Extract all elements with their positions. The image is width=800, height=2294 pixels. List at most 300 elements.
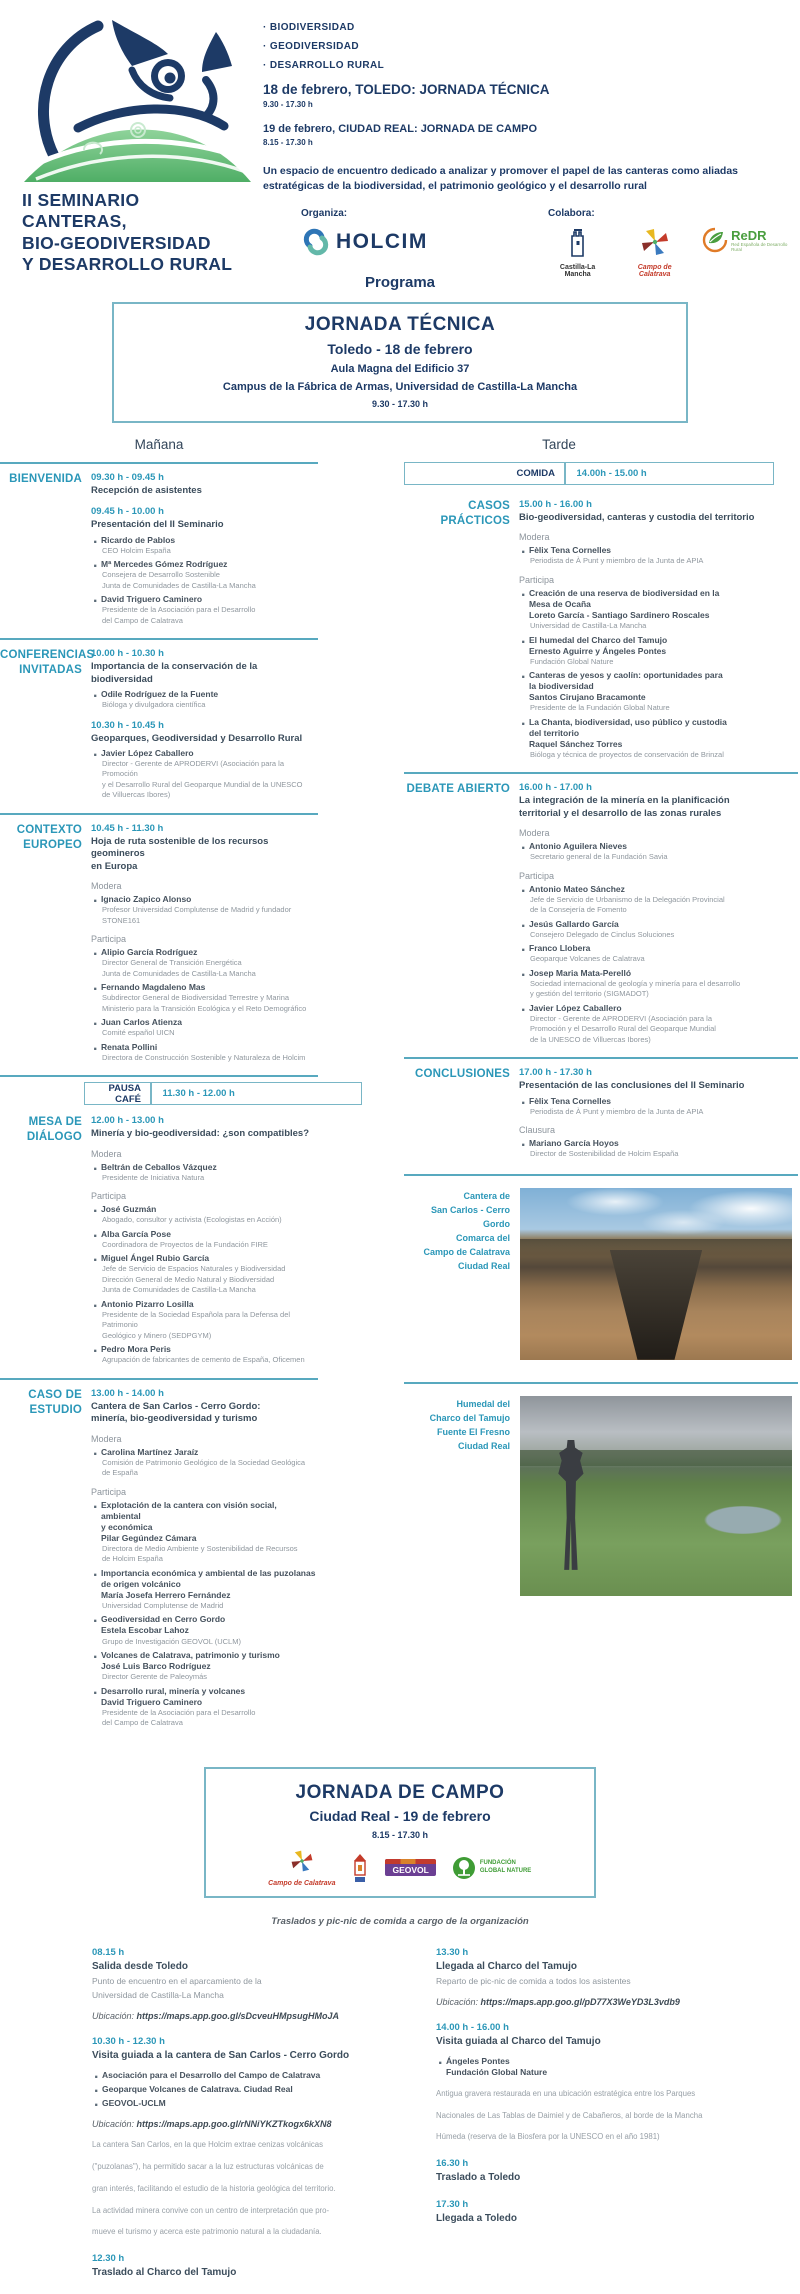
section-body [91,823,318,1063]
jornada-tecnica-box [112,302,688,423]
campo-title: Traslado al Charco del Tamujo [92,2266,237,2278]
speaker-role: Director - Gerente de APRODERVI (Asociación para la [530,1013,713,1023]
location-label: Ubicación: [436,1997,481,2007]
speaker-item [91,1568,318,1612]
speaker-list [91,1447,318,1479]
castilla-la-mancha-caption: Castilla-La Mancha [559,264,596,279]
slot-time: 16.00 h - 17.00 h [519,782,592,794]
section-label: CONCLUSIONES [414,1068,510,1081]
speaker-role: Profesor Universidad Complutense de Madrid y fundador STONE161 [102,905,292,925]
programa-heading: Programa [364,274,436,291]
holcim-logo [301,227,486,257]
speaker-role: Universidad de Castilla-La Mancha [530,621,647,631]
jornada-tecnica-time: 9.30 - 17.30 h [371,399,429,409]
speaker-list [519,545,798,567]
speaker-list [519,1138,798,1160]
seminar-title-line: II SEMINARIO [22,190,140,210]
photo-caption-line: San Carlos - Cerro Gordo [430,1204,510,1229]
speaker-role: de la Consejería de Fomento [530,905,627,915]
speaker-name: de origen volcánico [101,1578,181,1589]
agenda-slot [91,720,318,801]
speaker-list [519,1096,798,1118]
campo-title: Llegada al Charco del Tamujo [436,1960,577,1972]
speaker-name: · Miguel Ángel Rubio García [101,1253,210,1264]
topic-item: · DESARROLLO RURAL [263,60,385,71]
pausa-cafe-time: 11.30 h - 12.00 h [162,1088,235,1100]
agenda-slot [91,472,318,497]
geovol-logo [385,1859,435,1877]
speaker-item [91,894,318,926]
redr-leaf-icon [702,227,728,253]
speaker-role: Grupo de Investigación GEOVOL (UCLM) [102,1636,241,1646]
section-body [91,648,318,801]
holcim-knot-icon [301,227,331,257]
seminar-title-line: CANTERAS, [22,211,127,232]
topics-list [263,22,793,71]
photo-caption-line: Comarca del [455,1232,510,1243]
group-label: Participa [91,1191,127,1202]
speaker-role: Promoción y el Desarrollo Rural del Geoparque Mundial [530,1024,716,1034]
group-label: Participa [91,934,127,945]
campo-time: 14.00 h - 16.00 h [436,2022,509,2033]
photo-caption-line: Ciudad Real [457,1260,510,1271]
campo-title: Llegada a Toledo [436,2213,517,2225]
speaker-role: Presidente de Iniciativa Natura [102,1172,205,1182]
speaker-role: Bióloga y técnica de proyectos de conservación de Brinzal [530,749,724,759]
speaker-name: · Jesús Gallardo García [529,918,619,929]
speaker-item [91,1650,318,1683]
campo-bullet-line: · Asociación para el Desarrollo del Campo de Calatrava [102,2070,321,2081]
section-body [91,1388,318,1729]
location-url[interactable]: https://maps.app.goo.gl/pD77X3WeYD3L3vdb9 [480,1997,680,2007]
agenda-section [404,1057,798,1171]
campo-item [92,2036,410,2238]
calatrava-pinwheel-icon [640,227,670,257]
speaker-item [519,1096,798,1118]
photo-row [404,1174,798,1360]
campo-note: Nacionales de Las Tablas de Daimiel y de Cabañeros, al borde de la Mancha [436,2110,703,2120]
location-url[interactable]: https://maps.app.goo.gl/rNNiYKZTkogx6kXN8 [136,2119,332,2130]
campo-item [92,2253,410,2279]
speaker-item [519,841,798,863]
section-body [519,499,798,760]
geovol-wordmark: GEOVOL [392,1864,429,1875]
photo-caption-line: Charco del Tamujo [429,1412,510,1423]
speaker-name: · Alipio García Rodríguez [101,947,198,958]
speaker-role: Abogado, consultor y activista (Ecologistas en Acción) [102,1215,282,1225]
global-nature-wordmark: FUNDACIÓN GLOBAL NATURE [479,1859,532,1874]
jornada-tecnica-subtitle: Toledo - 18 de febrero [327,341,473,357]
seminar-title-line: Y DESARROLLO RURAL [22,254,233,275]
agenda-slot [91,1115,318,1366]
speaker-item [91,1162,318,1184]
speaker-item [91,1204,318,1226]
comida-box [404,462,774,485]
campo-note: La actividad minera convive con un centro de interpretación que pro- [92,2205,330,2215]
section-label: CASOS PRÁCTICOS [440,500,510,527]
agenda-section [404,772,798,1057]
speaker-name: Raquel Sánchez Torres [529,738,623,749]
speaker-list [91,894,318,926]
speaker-role: CEO Holcim España [102,545,171,555]
location-label: Ubicación: [92,2011,137,2022]
speaker-item [91,689,318,711]
group-label: Participa [519,574,555,585]
speaker-role: Bióloga y divulgadora científica [102,700,206,710]
slot-title: Presentación del II Seminario [91,519,224,531]
speaker-item [91,1614,318,1647]
column-headers [0,437,800,452]
manana-header: Mañana [134,437,184,452]
speaker-name: · Javier López Caballero [101,747,194,758]
jornada-campo-title: JORNADA DE CAMPO [295,1781,505,1803]
speaker-item [519,670,798,714]
campo-de-calatrava-caption: Campo de Calatrava [637,264,672,279]
seminar-title [22,190,232,275]
event1-title: 18 de febrero, TOLEDO: JORNADA TÉCNICA [263,82,550,97]
campo-bullet-line: · Geoparque Volcanes de Calatrava. Ciudad Real [102,2084,293,2095]
speaker-name: · Canteras de yesos y caolín: oportunidades para [529,670,723,681]
agenda-section [0,462,318,638]
speaker-role: Consejera de Desarrollo Sostenible [102,570,220,580]
speaker-role: Coordinadora de Proyectos de la Fundación FIRE [102,1239,268,1249]
photo-caption-line: Fuente El Fresno [436,1426,510,1437]
agenda-slot [91,1388,318,1729]
speaker-role: Junta de Comunidades de Castilla-La Mancha [102,580,256,590]
section-label: BIENVENIDA [9,473,82,485]
organiza-label: Organiza: [301,208,348,220]
collaborator-logos [548,227,793,278]
event2-title: 19 de febrero, CIUDAD REAL: JORNADA DE CAMPO [263,123,538,135]
campo-note: La cantera San Carlos, en la que Holcim extrae cenizas volcánicas [92,2140,323,2150]
campo-title: Traslado a Toledo [436,2172,521,2184]
photo-caption-line: Humedal del [456,1398,510,1409]
campo-time: 16.30 h [436,2158,469,2170]
jornada-campo-time: 8.15 - 17.30 h [371,1829,429,1840]
campo-note: ("puzolanas"), ha permitido sacar a la luz estructuras volcánicas de [92,2162,324,2172]
campo-bullet [92,2084,410,2095]
slot-time: 09.45 h - 10.00 h [91,506,164,518]
speaker-role: Presidente de la Fundación Global Nature [530,703,670,713]
group-label: Modera [519,532,550,543]
fundacion-global-nature-logo [452,1856,532,1880]
speaker-role: de la UNESCO de Villuercas Ibores) [530,1034,651,1044]
speaker-name: · Franco Llobera [529,943,591,954]
campo-item [436,2158,788,2184]
manana-column [0,462,318,1741]
group-label: Participa [519,870,555,881]
speaker-role: Comisión de Patrimonio Geológico de la Sociedad Geológica [102,1457,306,1467]
campo-schedule [0,1947,800,2294]
slot-time: 13.00 h - 14.00 h [91,1387,164,1399]
location-url[interactable]: https://maps.app.goo.gl/sDcveuHMpsugHMoJA [136,2011,340,2022]
speaker-name: Santos Cirujano Bracamonte [529,692,646,703]
speaker-list [519,841,798,863]
organizers-row [263,208,793,278]
speaker-role: Universidad Complutense de Madrid [102,1600,224,1610]
speaker-item [519,588,798,632]
speaker-role: Ministerio para la Transición Ecológica y el Reto Demográfico [102,1003,307,1013]
jornada-tecnica-venue: Aula Magna del Edificio 37 [330,363,470,375]
campo-note: Húmeda (reserva de la Biosfera por la UNESCO en el año 1981) [436,2132,660,2142]
photo-row [404,1382,798,1596]
campo-title: Visita guiada a la cantera de San Carlos - Cerro Gordo [92,2050,350,2062]
section-body [91,472,318,626]
header-right [263,22,793,278]
speaker-role: Directora de Construcción Sostenible y Naturaleza de Holcim [102,1052,306,1062]
speaker-role: Junta de Comunidades de Castilla-La Mancha [102,1285,256,1295]
speaker-item [91,1042,318,1064]
speaker-item [91,1017,318,1039]
campo-de-calatrava-logo [623,227,686,278]
slot-title: Bio-geodiversidad, canteras y custodia del territorio [519,512,755,523]
group-label: Clausura [519,1125,556,1136]
agenda-section [0,813,318,1075]
speaker-name: · Josep Maria Mata-Perelló [529,967,632,978]
speaker-role: Jefe de Servicio de Espacios Naturales y Biodiversidad [102,1264,286,1274]
jornada-tecnica-campus: Campus de la Fábrica de Armas, Universidad de Castilla-La Mancha [222,381,578,393]
speaker-name: · Ricardo de Pablos [101,534,176,545]
speaker-role: Sociedad internacional de geología y minería para el desarrollo [530,978,741,988]
speaker-name: · Mariano García Hoyos [529,1138,619,1149]
section-body [91,1115,318,1366]
speaker-name: Estela Escobar Lahoz [101,1625,189,1636]
speaker-role: y el Desarrollo Rural del Geoparque Mundial de la UNESCO [102,779,303,789]
agenda-slot [519,782,798,1045]
speaker-item [519,968,798,1000]
photo-caption-line: Ciudad Real [457,1440,510,1451]
speaker-name: · El humedal del Charco del Tamujo [529,634,668,645]
tarde-header: Tarde [542,437,576,452]
speaker-name: · Javier López Caballero [529,1002,622,1013]
agenda-section [0,638,318,813]
photo-caption-line: Campo de Calatrava [423,1246,510,1257]
photo-caption [404,1188,510,1360]
speaker-name: · José Guzmán [101,1204,157,1215]
speaker-item [91,1500,318,1565]
slot-title: en Europa [91,860,138,872]
agenda-slot [519,499,798,760]
speaker-role: Fundación Global Nature [530,656,614,666]
speaker-item [91,1299,318,1342]
speaker-item [519,1138,798,1160]
photo-caption [404,1396,510,1596]
speaker-name: · Desarrollo rural, minería y volcanes [101,1685,246,1696]
campo-bullet [436,2056,788,2078]
speaker-name: · Beltrán de Ceballos Vázquez [101,1161,217,1172]
jornada-campo-logos [214,1850,586,1886]
campo-note: mueve el turismo y acerca este patrimonio natural a la ciudadanía. [92,2227,322,2237]
speaker-item [519,545,798,567]
speaker-name: · Fernando Magdaleno Mas [101,982,206,993]
campo-bullet-line: Fundación Global Nature [446,2067,548,2078]
section-label: MESA DE DIÁLOGO [26,1116,82,1144]
speaker-role: Agrupación de fabricantes de cemento de España, Oficemen [102,1355,305,1365]
campo-left-column [92,1947,410,2294]
section-body [519,1067,798,1159]
photo-caption-line: Cantera de [463,1190,510,1201]
campo-detail: Universidad de Castilla-La Mancha [92,1990,224,2000]
speaker-name: Mesa de Ocaña [529,598,591,609]
campo-right-column [436,1947,788,2294]
speaker-item [519,635,798,668]
speaker-name: · La Chanta, biodiversidad, uso público y custodia [529,716,727,727]
speaker-name: · Volcanes de Calatrava, patrimonio y turismo [101,1650,280,1660]
campo-bullet [92,2098,410,2109]
slot-time: 12.00 h - 13.00 h [91,1115,164,1127]
slot-title: Importancia de la conservación de la biodiversidad [91,661,258,685]
speaker-name: · Creación de una reserva de biodiversidad en la [529,587,720,598]
event1-time: 9.30 - 17.30 h [263,100,313,109]
campo-time: 12.30 h [92,2252,125,2264]
speaker-item [519,1003,798,1046]
speaker-role: Presidente de la Asociación para el Desarrollo [102,1707,256,1717]
topic-item: · BIODIVERSIDAD [263,22,355,33]
campo-de-calatrava-logo [268,1849,335,1887]
campo-time: 13.30 h [436,1946,469,1958]
pausa-cafe-label: PAUSA CAFÉ [108,1082,141,1105]
pausa-cafe-wrap [0,1075,318,1113]
pausa-cafe-box [84,1082,362,1105]
speaker-name: · Pedro Mora Peris [101,1344,171,1355]
campo-item [92,1947,410,2022]
slot-title: Cantera de San Carlos - Cerro Gordo: [91,1400,261,1412]
slot-title: territorial y el desarrollo de las zonas rurales [519,807,722,819]
agenda-slot [91,506,318,626]
speaker-list [91,947,318,1063]
speaker-list [519,884,798,1046]
speaker-item [91,1447,318,1479]
speaker-name: · Alba García Pose [101,1228,171,1239]
group-label: Participa [91,1486,127,1497]
slot-title: Recepción de asistentes [91,485,202,496]
speaker-name: · Explotación de la cantera con visión social, ambiental [101,1499,277,1521]
castle-icon [567,227,589,257]
speaker-item [91,1686,318,1729]
tree-icon [452,1856,476,1880]
speaker-item [91,748,318,801]
traslados-note: Traslados y pic-nic de comida a cargo de la organización [271,1915,529,1927]
slot-title: La integración de la minería en la planificación [519,795,730,807]
speaker-item [91,559,318,591]
crest-logo [351,1853,369,1883]
speaker-list [91,1500,318,1729]
agenda [0,462,800,1741]
group-label: Modera [91,880,122,891]
speaker-name: la biodiversidad [529,681,594,692]
section-label: DEBATE ABIERTO [406,783,510,796]
campo-bullet [92,2070,410,2081]
campo-de-calatrava-caption: Campo de Calatrava [268,1879,336,1887]
photo-humedal [520,1396,792,1596]
speaker-name: · Renata Pollini [101,1041,158,1052]
speaker-role: y gestión del territorio (SIGMADOT) [530,989,649,999]
location-link[interactable] [436,1997,788,2007]
speaker-item [519,884,798,916]
speaker-role: Jefe de Servicio de Urbanismo de la Delegación Provincial [530,894,725,904]
section-label: CONTEXTO EUROPEO [16,823,82,851]
agenda-section [404,497,798,772]
speaker-list [91,1162,318,1184]
speaker-name: · Juan Carlos Atienza [101,1017,182,1028]
speaker-name: · Antonio Aguilera Nieves [529,841,627,852]
speaker-name: José Luis Barco Rodríguez [101,1661,211,1672]
slot-title: Hoja de ruta sostenible de los recursos geomineros [91,835,269,860]
location-link[interactable] [92,2119,410,2129]
agenda-section [0,1113,318,1378]
speaker-name: · Mª Mercedes Gómez Rodríguez [101,559,228,570]
campo-bullet-line: · Ángeles Pontes [446,2056,510,2066]
jornada-campo-subtitle: Ciudad Real - 19 de febrero [309,1807,491,1824]
speaker-role: Geológico y Minero (SEDPGYM) [102,1330,212,1340]
topic-item: · GEODIVERSIDAD [263,41,360,52]
speaker-list [91,748,318,801]
seminar-title-line: BIO-GEODIVERSIDAD [22,232,211,253]
speaker-list [91,1204,318,1366]
speaker-name: · Fèlix Tena Cornelles [529,545,612,556]
campo-bullets [436,2056,788,2078]
comida-label: COMIDA [516,468,555,479]
slot-time: 15.00 h - 16.00 h [519,499,592,510]
speaker-name: · Importancia económica y ambiental de las puzolanas [101,1567,316,1578]
campo-title: Salida desde Toledo [92,1960,188,1972]
campo-title: Visita guiada al Charco del Tamujo [436,2036,601,2047]
speaker-name: del territorio [529,727,580,738]
slot-time: 10.00 h - 10.30 h [91,648,164,660]
speaker-item [91,1253,318,1296]
group-label: Modera [91,1148,122,1159]
geovol-mountains-icon [385,1859,435,1864]
location-link[interactable] [92,2011,410,2021]
campo-item [436,2199,788,2225]
campo-time: 17.30 h [436,2199,469,2211]
speaker-name: · Carolina Martínez Jaraíz [101,1446,199,1457]
speaker-role: Periodista de À Punt y miembro de la Junta de APIA [530,556,704,566]
location-label: Ubicación: [92,2119,137,2130]
comida-time: 14.00h - 15.00 h [576,468,647,479]
speaker-role: Secretario general de la Fundación Savia [530,852,668,862]
agenda-slot [519,1067,798,1159]
speaker-name: y económica [101,1521,153,1532]
speaker-name: María Josefa Herrero Fernández [101,1589,231,1600]
section-label: CASO DE ESTUDIO [28,1388,82,1416]
speaker-name: Pilar Gegúndez Cámara [101,1532,197,1543]
agenda-section [0,1378,318,1741]
redr-logo [702,227,793,253]
colabora-label: Colabora: [548,208,595,220]
section-label: CONFERENCIAS INVITADAS [0,649,95,677]
slot-title: Minería y bio-geodiversidad: ¿son compatibles? [91,1128,310,1140]
speaker-role: Subdirector General de Biodiversidad Terrestre y Marina [102,993,290,1003]
slot-time: 17.00 h - 17.30 h [519,1067,592,1079]
speaker-role: Periodista de À Punt y miembro de la Junta de APIA [530,1106,704,1116]
calatrava-pinwheel-icon [290,1849,314,1873]
slot-title: Presentación de las conclusiones del II Seminario [519,1080,745,1092]
redr-wordmark: ReDR [731,227,767,243]
speaker-role: de Holcim España [102,1554,163,1564]
group-label: Modera [91,1433,122,1444]
speaker-name: David Triguero Caminero [101,1696,203,1707]
speaker-role: Geoparque Volcanes de Calatrava [530,954,645,964]
campo-item [436,2022,788,2143]
photo-cantera [520,1188,792,1360]
speaker-role: Directora de Medio Ambiente y Sostenibilidad de Recursos [102,1543,298,1553]
speaker-name: · Fèlix Tena Cornelles [529,1095,612,1106]
section-body [519,782,798,1045]
speaker-list [519,588,798,761]
organiza-column [263,208,486,278]
campo-bullets [92,2070,410,2109]
